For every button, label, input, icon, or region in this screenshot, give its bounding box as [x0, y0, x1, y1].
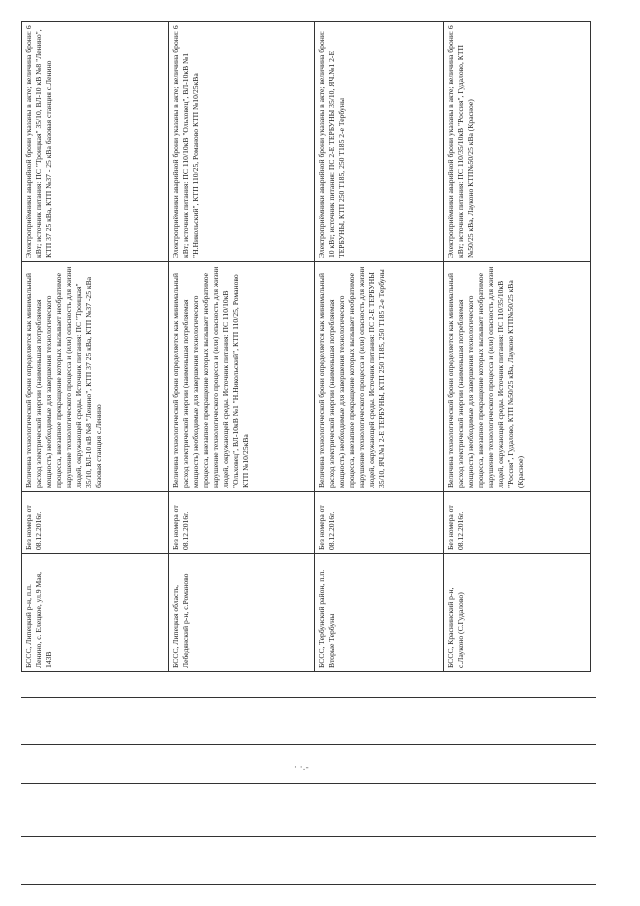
- document-cell: Без номера от 08.12.2016г.: [315, 492, 444, 554]
- scan-speck: · ·.-: [294, 763, 309, 773]
- table-row: [168, 22, 315, 672]
- horizontal-rule: [21, 744, 596, 745]
- value-cell: Электроприёмники аварийной брони указаны в акте; величина брони: 10 кВт; источник питания: ПС 2-Е ТЕРБУНЫ 35/10, ЯЧ.№1 2-Е ТЕРБУНЫ, КТП 250 Т185, 250 Т185 2-е Тербуны: [315, 22, 444, 262]
- document-cell: Без номера от 08.12.2016г.: [22, 492, 169, 554]
- table-row: [315, 22, 444, 672]
- description-cell: Величина технологической брони определяется как минимальный расход электрической энергии (наименьшая потребляемая мощность) необходимые для завершения технологического процесса, внезапное прекращение которых вызывает необратимое нарушение технологического процесса и (или) опасность для жизни людей, окружающей среды. Источник питания: ПС 110/35/10кВ "Россия", Гудалово, КТП №50/25 кВа, Лауконо КТП№50/25 кВа (Красное): [444, 262, 591, 492]
- document-cell: Без номера от 08.12.2016г.: [168, 492, 315, 554]
- horizontal-rule: [21, 783, 596, 784]
- horizontal-rule: [21, 836, 596, 837]
- object-cell: БССС, Липецкая область, Лебедянский р-н, с.Романово: [168, 554, 315, 672]
- object-cell: БССС, Краснинский р-н, с.Лауконо (С.Гудалово): [444, 554, 591, 672]
- description-cell: Величина технологической брони определяется как минимальный расход электрической энергии (наименьшая потребляемая мощность) необходимые для завершения технологического процесса, внезапное прекращение которых вызывает необратимое нарушение технологического процесса и (или) опасность для жизни людей, окружающей среды. Источник питания: ПС "Троицкая" 35/10, ВЛ-10 кВ №8 "Ленино", КТП 37 25 кВа, КТП №37 -25 кВа базовая станция с.Ленино: [22, 262, 169, 492]
- reserve-table: [21, 21, 591, 672]
- horizontal-rule: [21, 697, 596, 698]
- object-cell: БССС, Тербунский район, п.п. Вторые Тербуны: [315, 554, 444, 672]
- table-row: [22, 22, 169, 672]
- document-cell: Без номера от 08.12.2016г.: [444, 492, 591, 554]
- description-cell: Величина технологической брони определяется как минимальный расход электрической энергии (наименьшая потребляемая мощность) необходимые для завершения технологического процесса, внезапное прекращение которых вызывает необратимое нарушение технологического процесса и (или) опасность для жизни людей, окружающей среды. Источник питания: ПС 110/10кВ "Ольховец", ВЛ-10кВ №1 "Н.Никольский", КТП 110/25, Романово КТП №10/25кВа: [168, 262, 315, 492]
- value-cell: Электроприёмники аварийной брони указаны в акте; величина брони: 6 кВт; источник питания: ПС 110/10кВ "Ольховец", ВЛ-10кВ №1 "Н.Никольский", КТП 110/25, Романово КТП №10/25кВа: [168, 22, 315, 262]
- value-cell: Электроприёмники аварийной брони указаны в акте; величина брони: 6 кВт; источник питания: ПС "Троицкая" 35/10, ВЛ-10 кВ №8 "Ленино", КТП 37 25 кВа, КТП №37 - 25 кВа базовая станция с.Ленино: [22, 22, 169, 262]
- object-cell: БССС, Липецкий р-н, п.п. Ленино, с. Елецкое, ул.9 Мая, 143В: [22, 554, 169, 672]
- rotated-document-page: [21, 22, 591, 672]
- table-row: [444, 22, 591, 672]
- value-cell: Электроприёмники аварийной брони указаны в акте; величина брони: 6 кВт; источник питания: ПС 110/35/10кВ "Россия", Гудалово, КТП №50/25 кВа, Лауконо КТП№50/25 кВа (Красное): [444, 22, 591, 262]
- description-cell: Величина технологической брони определяется как минимальный расход электрической энергии (наименьшая потребляемая мощность) необходимые для завершения технологического процесса, внезапное прекращение которых вызывает необратимое нарушение технологического процесса и (или) опасность для жизни людей, окружающей среды. Источник питания: ПС 2-Е ТЕРБУНЫ 35/10, ЯЧ.№1 2-Е ТЕРБУНЫ, КТП 250 Т185, 250 Т185 2-е Тербуны: [315, 262, 444, 492]
- horizontal-rule: [21, 884, 596, 885]
